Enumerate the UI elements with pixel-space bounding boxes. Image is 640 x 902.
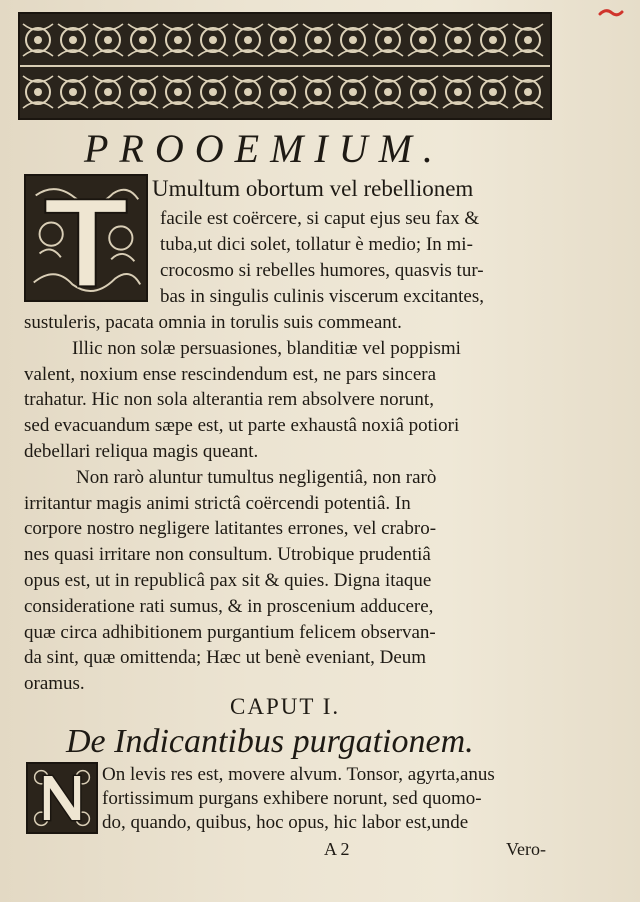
body-line: da sint, quæ omittenda; Hæc ut benè eveniant, Deum: [24, 647, 427, 668]
intro-line: bas in singulis culinis viscerum excitantes,: [160, 286, 485, 307]
red-page-marker-icon: [598, 6, 624, 20]
body-line: trahatur. Hic non sola alterantia rem absolvere norunt,: [24, 389, 434, 410]
intro-line: facile est coërcere, si caput ejus seu fax &: [160, 208, 480, 229]
catchword: Vero-: [506, 839, 546, 859]
body-line: irritantur magis animi strictâ coërcendi potentiâ. In: [24, 493, 411, 514]
body-line: Non rarò aluntur tumultus negligentiâ, non rarò: [76, 467, 437, 488]
chapter-heading: CAPUT I.: [230, 694, 341, 719]
intro-line: crocosmo si rebelles humores, quasvis tur-: [160, 260, 484, 281]
body-line: opus est, ut in republicâ pax sit & quies. Digna itaque: [24, 570, 432, 591]
body-line: sed evacuandum sæpe est, ut parte exhaustâ noxiâ potiori: [24, 415, 460, 436]
decorated-initial-n-icon: [28, 764, 96, 832]
decorated-initial-t: [24, 174, 148, 302]
chapter-line: On levis res est, movere alvum. Tonsor, agyrta,anus: [102, 764, 495, 785]
body-line: nes quasi irritare non consultum. Utrobique prudentiâ: [24, 544, 431, 565]
body-line: quæ circa adhibitionem purgantium felicem observan-: [24, 622, 436, 643]
body-line: sustuleris, pacata omnia in torulis suis commeant.: [24, 312, 402, 333]
body-line: oramus.: [24, 673, 85, 694]
page-title: PROOEMIUM.: [84, 126, 444, 171]
intro-line: tuba,ut dici solet, tollatur è medio; In mi-: [160, 234, 473, 255]
signature-mark: A 2: [324, 839, 350, 859]
floral-ornament-icon: [20, 14, 550, 118]
chapter-subtitle: De Indicantibus purgationem.: [66, 723, 474, 760]
decorated-initial-n: [26, 762, 98, 834]
body-line: consideratione rati sumus, & in proscenium adducere,: [24, 596, 434, 617]
chapter-line: do, quando, quibus, hoc opus, hic labor est,unde: [102, 812, 469, 833]
body-line: corpore nostro negligere latitantes errones, vel crabro-: [24, 518, 437, 539]
chapter-line: fortissimum purgans exhibere norunt, sed quomo-: [102, 788, 482, 809]
intro-line: Umultum obortum vel rebellionem: [152, 176, 474, 201]
decorated-initial-t-icon: [26, 176, 146, 300]
ornamental-headpiece: [18, 12, 552, 120]
body-line: debellari reliqua magis queant.: [24, 441, 259, 462]
body-line: valent, noxium ense rescindendum est, ne pars sincera: [24, 364, 437, 385]
body-line: Illic non solæ persuasiones, blanditiæ vel poppismi: [72, 338, 461, 359]
